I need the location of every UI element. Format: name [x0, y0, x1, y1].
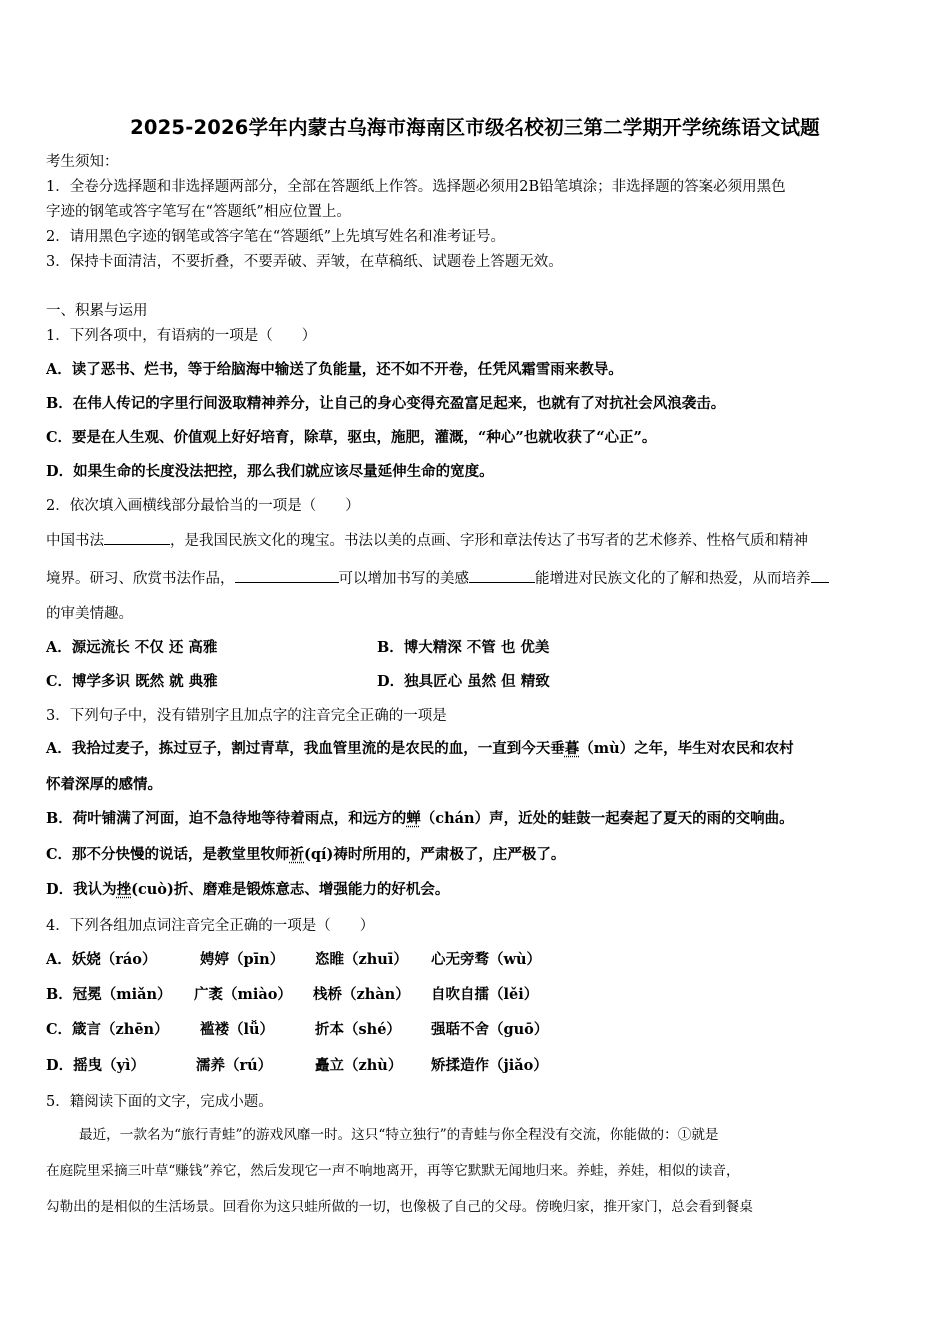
question-4-b-item-3: 栈桥（zhàn）: [313, 986, 410, 1003]
question-4-a-item-1: A．妖娆（ráo）: [46, 951, 157, 968]
notice-item-2: 2．请用黑色字迹的钢笔或答字笔在“答题纸”上先填写姓名和准考证号。: [46, 229, 506, 245]
question-1-stem: 1．下列各项中，有语病的一项是（ ）: [46, 328, 317, 344]
question-2-option-b: B．博大精深 不管 也 优美: [377, 639, 550, 656]
question-1-option-b: B．在伟人传记的字里行间汲取精神养分，让自己的身心变得充盈富足起来，也就有了对抗社会风浪袭击。: [46, 395, 726, 412]
question-4-c-item-1: C．箴言（zhēn）: [46, 1021, 169, 1038]
question-4-c-item-4: 强聒不舍（guō）: [431, 1021, 549, 1038]
dotted-char: 挫: [116, 881, 132, 898]
option-text: B．荷叶铺满了河面，迫不急待地等待着雨点，和远方的: [46, 810, 407, 827]
question-3-option-c: [46, 845, 565, 865]
reading-passage-line-2: 在庭院里采摘三叶草“赚钱”养它，然后发现它一声不响地离开，再等它默默无闻地归来。养蛙，养娃，相似的读音，: [46, 1163, 740, 1179]
question-4-c-item-3: 折本（shé）: [315, 1021, 401, 1038]
question-4-d-item-1: D．摇曳（yì）: [46, 1057, 146, 1074]
fill-blank-2: [235, 568, 339, 583]
question-4-a-item-4: 心无旁骛（wù）: [431, 951, 542, 968]
question-5-stem: 5．籍阅读下面的文字，完成小题。: [46, 1094, 273, 1110]
question-3-option-d: [46, 880, 449, 900]
question-2-option-d: D．独具匠心 虽然 但 精致: [377, 673, 550, 690]
option-text: (cuò)折、磨难是锻炼意志、增强能力的好机会。: [131, 881, 450, 898]
question-3-option-b: [46, 809, 794, 829]
question-2-passage-line-2: [46, 568, 829, 589]
section-heading: 一、积累与运用: [46, 303, 148, 319]
question-4-d-item-4: 矫揉造作（jiǎo）: [431, 1057, 548, 1074]
notice-item-1: 1．全卷分选择题和非选择题两部分，全部在答题纸上作答。选择题必须用2B铅笔填涂；非选择题的答案必须用黑色: [46, 179, 786, 195]
notice-heading: 考生须知：: [46, 154, 119, 170]
fill-blank-3: [469, 568, 535, 583]
question-2-passage-line-3: 的审美情趣。: [46, 606, 133, 622]
question-4-a-item-3: 恣睢（zhuī）: [315, 951, 408, 968]
option-text: （mù）之年，毕生对农民和农村: [579, 740, 794, 757]
notice-item-3: 3．保持卡面清洁，不要折叠，不要弄破、弄皱，在草稿纸、试题卷上答题无效。: [46, 254, 563, 270]
passage-text: 可以增加书写的美感: [338, 571, 469, 587]
question-4-b-item-4: 自吹自擂（lěi）: [431, 986, 539, 1003]
passage-text: 境界。研习、欣赏书法作品，: [46, 571, 235, 587]
question-3-option-a-cont: 怀着深厚的感情。: [46, 776, 162, 793]
question-1-option-d: D．如果生命的长度没法把控，那么我们就应该尽量延伸生命的宽度。: [46, 463, 494, 480]
question-2-option-c: C．博学多识 既然 就 典雅: [46, 673, 218, 690]
option-text: D．我认为: [46, 881, 117, 898]
question-2-stem: 2．依次填入画横线部分最恰当的一项是（ ）: [46, 498, 360, 514]
question-3-option-a: [46, 739, 794, 759]
reading-passage-line-1: 最近，一款名为“旅行青蛙”的游戏风靡一时。这只“特立独行”的青蛙与你全程没有交流，你能做的：①就是: [79, 1127, 719, 1143]
question-2-passage-line-1: [46, 530, 808, 551]
option-text: (qí)祷时所用的，严肃极了，庄严极了。: [304, 846, 566, 863]
passage-text: 中国书法: [46, 533, 104, 549]
dotted-char: 祈: [289, 846, 305, 863]
question-4-d-item-2: 濡养（rú）: [196, 1057, 273, 1074]
dotted-char: 蝉: [406, 810, 421, 827]
question-4-d-item-3: 矗立（zhù）: [315, 1057, 403, 1074]
option-text: （chán）声，近处的蛙鼓一起奏起了夏天的雨的交响曲。: [420, 810, 794, 827]
passage-text: ，是我国民族文化的瑰宝。书法以美的点画、字形和章法传达了书写者的艺术修养、性格气质和精神: [170, 533, 808, 549]
reading-passage-line-3: 勾勒出的是相似的生活场景。回看你为这只蛙所做的一切，也像极了自己的父母。傍晚归家，推开家门，总会看到餐桌: [46, 1199, 753, 1215]
option-text: C．那不分快慢的说话，是教堂里牧师: [46, 846, 290, 863]
question-1-option-c: C．要是在人生观、价值观上好好培育，除草，驱虫，施肥，灌溉，“种心”也就收获了“心正”。: [46, 429, 657, 446]
dotted-char: 暮: [564, 740, 580, 757]
passage-text: 能增进对民族文化的了解和热爱，从而培养: [535, 571, 811, 587]
notice-item-1-cont: 字迹的钢笔或答字笔写在“答题纸”相应位置上。: [46, 204, 351, 220]
question-1-option-a: A．读了恶书、烂书，等于给脑海中输送了负能量，还不如不开卷，任凭风霜雪雨来教导。: [46, 361, 623, 378]
page-title: 2025-2026学年内蒙古乌海市海南区市级名校初三第二学期开学统练语文试题: [130, 116, 820, 139]
question-2-option-a: A．源远流长 不仅 还 高雅: [46, 639, 218, 656]
question-4-stem: 4．下列各组加点词注音完全正确的一项是（ ）: [46, 918, 375, 934]
question-4-a-item-2: 娉婷（pīn）: [200, 951, 285, 968]
option-text: A．我拾过麦子，拣过豆子，割过青草，我血管里流的是农民的血，一直到今天垂: [46, 740, 565, 757]
fill-blank-1: [104, 530, 170, 545]
question-3-stem: 3．下列句子中，没有错别字且加点字的注音完全正确的一项是: [46, 708, 447, 724]
fill-blank-4: [811, 568, 829, 583]
question-4-b-item-1: B．冠冕（miǎn）: [46, 986, 172, 1003]
question-4-b-item-2: 广袤（miào）: [194, 986, 292, 1003]
question-4-c-item-2: 褴褛（lǚ）: [200, 1021, 275, 1038]
